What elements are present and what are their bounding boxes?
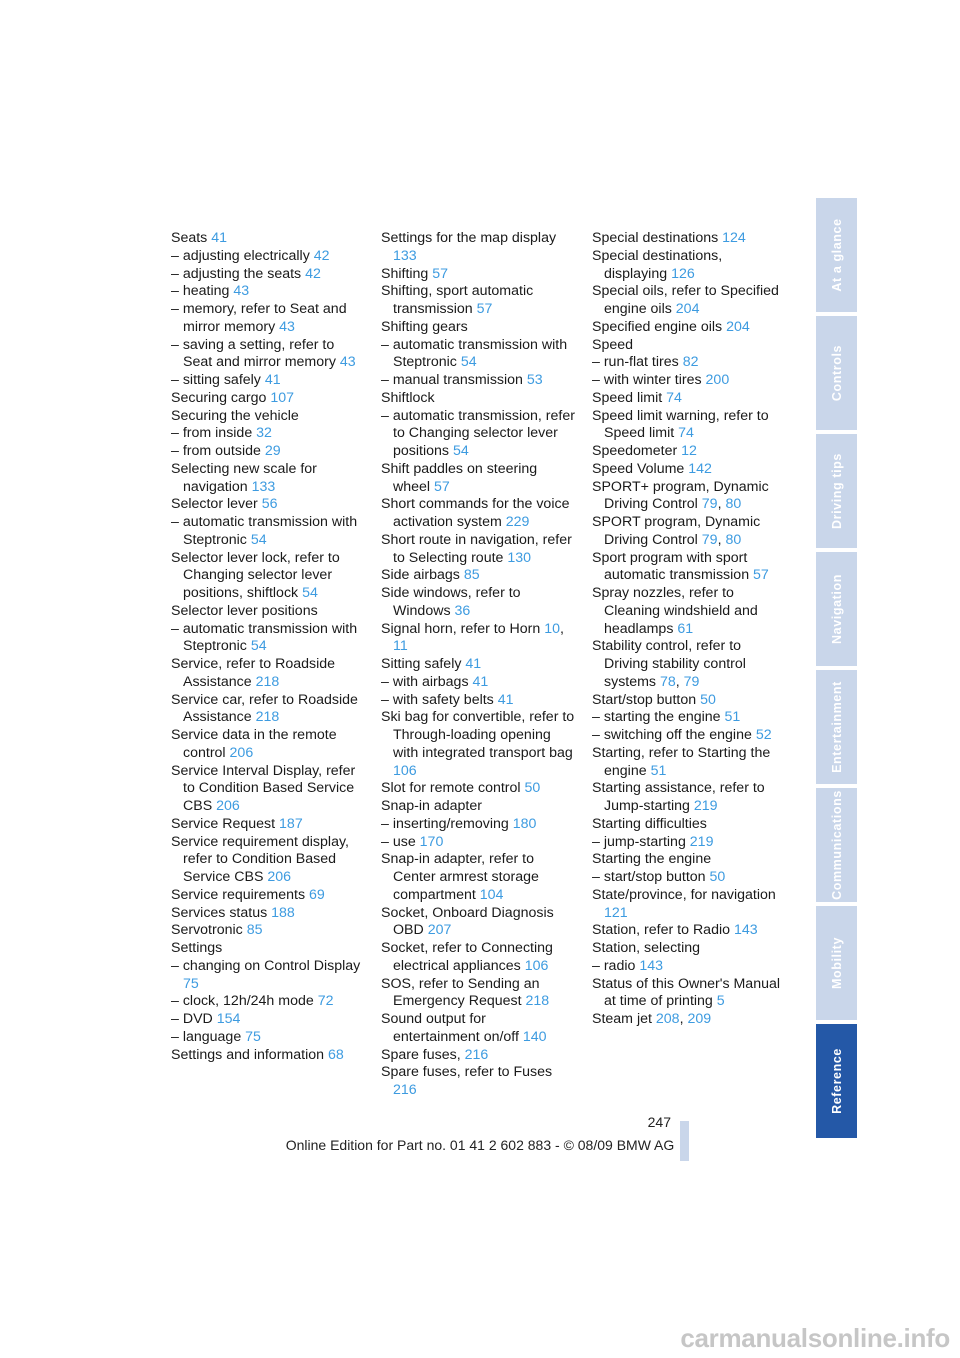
entry-text: Settings and information: [171, 1046, 325, 1063]
entry-text: Station, selecting: [592, 940, 701, 956]
index-entry: [381, 496, 576, 532]
tab-label: Entertainment: [829, 681, 844, 773]
entry-text: Snap-in adapter: [381, 798, 482, 814]
entry-text: – with safety belts: [381, 691, 494, 708]
index-entry: [381, 461, 576, 497]
index-entry: [381, 319, 576, 337]
index-entry: [592, 887, 787, 923]
index-entry: [171, 337, 366, 373]
index-entry: [592, 709, 787, 727]
entry-text: Short commands for the voice activation system: [381, 496, 570, 530]
entry-text: Speed: [592, 336, 634, 353]
index-entry: [381, 567, 576, 585]
index-entry: [171, 603, 366, 621]
index-entry: [381, 940, 576, 976]
entry-text: Socket, Onboard Diagnosis OBD: [381, 904, 554, 939]
index-entry: [171, 905, 366, 923]
index-entry: [171, 816, 366, 834]
index-entry: [381, 283, 576, 319]
entry-text: Securing the vehicle: [171, 407, 299, 424]
page-link[interactable]: 52: [755, 727, 772, 743]
entry-text: Speed limit: [592, 389, 663, 406]
page-link[interactable]: 54: [302, 585, 318, 601]
page-link[interactable]: 5: [716, 993, 725, 1010]
index-entry: [171, 408, 366, 426]
index-entry: [381, 621, 576, 657]
index-entry: [381, 780, 576, 798]
entry-text: Selecting new scale for navigation: [171, 460, 317, 495]
entry-text: – with winter tires: [592, 372, 702, 388]
page-link[interactable]: 218: [255, 709, 280, 726]
index-entry: [592, 727, 787, 745]
index-column-1: [171, 230, 366, 1064]
entry-text: Shifting, sport automatic transmission: [381, 283, 534, 317]
entry-text: Short route in navigation, refer to Selecting route: [381, 531, 572, 566]
index-entry: [592, 816, 787, 834]
page-link[interactable]: 68: [327, 1046, 344, 1063]
index-entry: [592, 834, 787, 852]
index-entry: [171, 993, 366, 1011]
page-link[interactable]: 188: [271, 904, 295, 921]
page-link[interactable]: 219: [689, 833, 714, 850]
index-entry: [171, 461, 366, 497]
page-link[interactable]: 54: [250, 531, 267, 548]
entry-text: – manual transmission: [381, 372, 523, 388]
entry-text: – language: [171, 1028, 242, 1045]
page-separator: ,: [717, 531, 722, 548]
page-link[interactable]: 79: [701, 496, 718, 513]
index-entry: [592, 940, 787, 958]
entry-text: – automatic transmission with Steptronic: [171, 620, 358, 655]
entry-text: – jump-starting: [592, 833, 686, 850]
entry-text: Securing cargo: [171, 389, 267, 406]
index-entry: [171, 1011, 366, 1029]
watermark: carmanualsonline.info: [680, 1323, 950, 1353]
page-link[interactable]: 42: [313, 247, 330, 264]
page-link[interactable]: 82: [682, 354, 699, 371]
page-link[interactable]: 133: [393, 247, 417, 264]
entry-text: – adjusting electrically: [171, 247, 310, 264]
entry-text: Speedometer: [592, 443, 678, 459]
entry-text: Service data in the remote control: [171, 727, 337, 761]
page-link[interactable]: 32: [256, 425, 272, 442]
tab-label: At a glance: [829, 218, 844, 292]
page-link[interactable]: 218: [525, 993, 550, 1010]
page-link[interactable]: 51: [650, 762, 667, 779]
page-link[interactable]: 204: [726, 318, 750, 335]
index-entry: [381, 408, 576, 461]
entry-text: – adjusting the seats: [171, 265, 302, 282]
entry-text: SPORT+ program, Dynamic Driving Control: [592, 478, 769, 513]
tab-label: Navigation: [829, 574, 844, 644]
entry-text: Selector lever: [171, 496, 258, 513]
entry-text: Spray nozzles, refer to Cleaning windshield and headlamps: [592, 585, 758, 637]
entry-text: – changing on Control Display: [171, 957, 361, 974]
index-entry: [171, 301, 366, 337]
page-link[interactable]: 78: [659, 673, 676, 690]
page-link[interactable]: 72: [317, 993, 334, 1010]
entry-text: Seats: [171, 230, 208, 246]
page-link[interactable]: 56: [261, 496, 278, 513]
page-link[interactable]: 200: [705, 372, 730, 388]
index-entry: [171, 550, 366, 603]
page-link[interactable]: 29: [264, 443, 281, 459]
index-entry: [171, 230, 366, 248]
index-entry: [381, 337, 576, 373]
entry-text: – start/stop button: [592, 869, 706, 885]
page-link[interactable]: 43: [233, 283, 250, 300]
index-entry: [592, 372, 787, 390]
tab-driving-tips[interactable]: [816, 434, 857, 552]
entry-text: Starting the engine: [592, 851, 712, 868]
entry-text: – automatic transmission with Steptronic: [381, 336, 568, 371]
entry-text: Service, refer to Roadside Assistance: [171, 656, 336, 690]
page-link[interactable]: 126: [671, 265, 695, 282]
index-entry: [171, 266, 366, 284]
page-link[interactable]: 74: [678, 425, 694, 442]
entry-text: Specified engine oils: [592, 318, 723, 335]
page-link[interactable]: 57: [476, 301, 493, 317]
index-entry: [171, 496, 366, 514]
page-link[interactable]: 54: [250, 638, 267, 655]
page-link[interactable]: 41: [472, 673, 489, 690]
index-entry: [381, 976, 576, 1012]
entry-text: Speed limit warning, refer to Speed limit: [592, 407, 769, 442]
entry-text: Ski bag for convertible, refer to Through-loading opening with integrated transport bag: [381, 709, 575, 761]
page-link[interactable]: 80: [725, 496, 742, 513]
page-link[interactable]: 143: [733, 922, 758, 939]
entry-text: Steam jet: [592, 1011, 652, 1027]
page-link[interactable]: 216: [464, 1046, 489, 1063]
page-link[interactable]: 216: [393, 1082, 417, 1098]
index-entry: [592, 408, 787, 444]
page-link[interactable]: 219: [693, 798, 718, 814]
entry-text: Side windows, refer to Windows: [381, 585, 521, 619]
entry-text: – from inside: [171, 425, 253, 442]
index-entry: [381, 1064, 576, 1100]
page-link[interactable]: 106: [393, 762, 417, 779]
page-link[interactable]: 42: [305, 265, 321, 282]
index-entry: [592, 585, 787, 638]
page-link[interactable]: 80: [725, 531, 742, 548]
index-entry: [171, 390, 366, 408]
tab-label: Driving tips: [829, 453, 844, 529]
entry-text: – radio: [592, 957, 636, 974]
index-entry: [592, 976, 787, 1012]
page-link[interactable]: 53: [526, 372, 543, 388]
index-entry: [171, 514, 366, 550]
index-entry: [381, 692, 576, 710]
entry-text: Spare fuses,: [381, 1046, 461, 1063]
tab-label: Controls: [829, 344, 844, 402]
entry-text: – memory, refer to Seat and mirror memory: [171, 301, 347, 335]
entry-text: Status of this Owner's Manual at time of printing: [592, 975, 781, 1010]
entry-text: Services status: [171, 904, 268, 921]
entry-text: Shift paddles on steering wheel: [381, 460, 538, 495]
page-link[interactable]: 41: [465, 656, 482, 672]
page-link[interactable]: 41: [264, 372, 281, 388]
entry-text: Spare fuses, refer to Fuses: [381, 1064, 553, 1081]
page-link[interactable]: 50: [700, 691, 716, 708]
entry-text: Shifting gears: [381, 318, 468, 335]
page-link[interactable]: 154: [216, 1011, 241, 1027]
entry-text: Special oils, refer to Specified engine oils: [592, 283, 779, 317]
index-entry: [171, 763, 366, 816]
entry-text: – from outside: [171, 443, 261, 459]
tab-entertainment[interactable]: [816, 670, 857, 788]
index-entry: [592, 780, 787, 816]
page-link[interactable]: 50: [524, 780, 541, 797]
footer-text: Online Edition for Part no. 01 41 2 602 883 - © 08/09 BMW AG: [285, 1137, 675, 1153]
page-link[interactable]: 107: [270, 389, 295, 406]
page-number: 247: [647, 1114, 671, 1130]
page-link[interactable]: 79: [683, 673, 700, 690]
entry-text: Slot for remote control: [381, 780, 521, 797]
index-entry: [381, 816, 576, 834]
index-entry: [381, 230, 576, 266]
page-link[interactable]: 11: [393, 638, 408, 655]
page-link[interactable]: 61: [677, 620, 694, 637]
index-entry: [592, 745, 787, 781]
page-link[interactable]: 43: [339, 354, 356, 371]
section-sidebar: [816, 198, 857, 1142]
index-entry: [381, 834, 576, 852]
index-entry: [171, 922, 366, 940]
page-separator: ,: [717, 496, 722, 513]
page-link[interactable]: 10: [544, 620, 561, 637]
page-link[interactable]: 106: [524, 957, 549, 974]
index-entry: [592, 638, 787, 691]
page-link[interactable]: 79: [701, 531, 718, 548]
entry-text: Start/stop button: [592, 691, 697, 708]
page-link[interactable]: 12: [681, 443, 697, 459]
page-link[interactable]: 218: [255, 673, 280, 690]
page-link[interactable]: 206: [216, 798, 240, 814]
entry-text: Sound output for entertainment on/off: [381, 1011, 519, 1045]
page-link[interactable]: 54: [452, 443, 469, 459]
page-link[interactable]: 133: [251, 478, 276, 495]
index-entry: [171, 692, 366, 728]
tab-reference[interactable]: [816, 1024, 857, 1142]
entry-text: Special destinations: [592, 230, 719, 246]
page-link[interactable]: 57: [753, 567, 769, 584]
entry-text: Selector lever lock, refer to Changing selector lever positions, shiftlock: [171, 549, 340, 601]
entry-text: SOS, refer to Sending an Emergency Request: [381, 975, 540, 1010]
entry-text: – use: [381, 833, 416, 850]
page-link[interactable]: 187: [279, 815, 303, 832]
index-entry: [592, 390, 787, 408]
entry-text: Starting assistance, refer to Jump-starting: [592, 780, 765, 814]
page-link[interactable]: 57: [434, 478, 450, 495]
page-link[interactable]: 130: [507, 549, 532, 566]
index-entry: [592, 922, 787, 940]
page-link[interactable]: 75: [245, 1028, 261, 1045]
entry-text: Stability control, refer to Driving stability control systems: [592, 638, 746, 690]
entry-text: Special destinations, displaying: [592, 247, 723, 282]
entry-text: – automatic transmission, refer to Changing selector lever positions: [381, 407, 575, 459]
entry-text: – heating: [171, 283, 230, 300]
index-entry: [381, 585, 576, 621]
entry-text: – saving a setting, refer to Seat and mirror memory: [171, 336, 336, 371]
entry-text: Signal horn, refer to Horn: [381, 620, 541, 637]
page-link[interactable]: 124: [722, 230, 746, 246]
index-entry: [381, 798, 576, 816]
entry-text: Starting, refer to Starting the engine: [592, 744, 771, 779]
page-link[interactable]: 74: [666, 389, 682, 406]
entry-text: Side airbags: [381, 567, 460, 584]
index-entry: [592, 479, 787, 515]
entry-text: Selector lever positions: [171, 602, 318, 619]
index-entry: [381, 674, 576, 692]
index-entry: [171, 834, 366, 887]
page-link[interactable]: 142: [688, 460, 712, 477]
page-link[interactable]: 208: [655, 1011, 680, 1027]
index-entry: [171, 727, 366, 763]
entry-text: Service Request: [171, 815, 276, 832]
index-entry: [592, 461, 787, 479]
page-link[interactable]: 104: [479, 886, 504, 903]
index-entry: [171, 283, 366, 301]
page-link[interactable]: 41: [497, 691, 514, 708]
index-entry: [171, 958, 366, 994]
page-link[interactable]: 85: [246, 922, 263, 939]
entry-text: State/province, for navigation: [592, 886, 776, 903]
entry-text: Shiftlock: [381, 389, 435, 406]
page-link[interactable]: 170: [419, 833, 444, 850]
index-entry: [381, 1011, 576, 1047]
page-link[interactable]: 207: [427, 922, 452, 939]
page-link[interactable]: 36: [454, 602, 471, 619]
tab-navigation[interactable]: [816, 552, 857, 670]
index-entry: [171, 1029, 366, 1047]
entry-text: Settings for the map display: [381, 230, 557, 246]
page-link[interactable]: 50: [709, 869, 726, 885]
page-link[interactable]: 69: [309, 886, 325, 903]
index-entry: [171, 656, 366, 692]
entry-text: – inserting/removing: [381, 815, 509, 832]
page-link[interactable]: 54: [460, 354, 477, 371]
page-link[interactable]: 41: [211, 230, 228, 246]
entry-text: Starting difficulties: [592, 815, 707, 832]
index-entry: [171, 372, 366, 390]
page-link[interactable]: 43: [279, 318, 295, 335]
tab-communications[interactable]: [816, 788, 857, 906]
index-entry: [171, 887, 366, 905]
index-entry: [592, 283, 787, 319]
index-entry: [592, 958, 787, 976]
tab-mobility[interactable]: [816, 906, 857, 1024]
entry-text: Servotronic: [171, 922, 243, 939]
entry-text: Service requirement display, refer to Condition Based Service CBS: [171, 833, 349, 885]
entry-text: – with airbags: [381, 673, 469, 690]
entry-text: Sport program with sport automatic transmission: [592, 549, 750, 584]
page-separator: ,: [675, 673, 680, 690]
index-entry: [381, 266, 576, 284]
index-entry: [592, 248, 787, 284]
tab-label: Communications: [829, 790, 844, 900]
entry-text: Sitting safely: [381, 656, 462, 672]
index-entry: [381, 372, 576, 390]
page-link[interactable]: 57: [432, 265, 449, 282]
index-entry: [592, 319, 787, 337]
entry-text: Settings: [171, 940, 223, 956]
entry-text: – switching off the engine: [592, 727, 752, 743]
index-column-3: [592, 230, 787, 1029]
index-entry: [592, 514, 787, 550]
index-entry: [381, 851, 576, 904]
index-entry: [381, 390, 576, 408]
page-link[interactable]: 206: [229, 744, 254, 761]
entry-text: Speed Volume: [592, 460, 685, 477]
entry-text: Service car, refer to Roadside Assistance: [171, 691, 358, 726]
tab-controls[interactable]: [816, 316, 857, 434]
index-entry: [381, 709, 576, 780]
index-entry: [171, 1047, 366, 1065]
entry-text: Socket, refer to Connecting electrical appliances: [381, 940, 553, 974]
page-link[interactable]: 75: [183, 975, 199, 992]
entry-text: – starting the engine: [592, 709, 721, 726]
index-entry: [171, 425, 366, 443]
index-entry: [592, 443, 787, 461]
index-entry: [171, 621, 366, 657]
index-entry: [592, 851, 787, 869]
index-entry: [592, 230, 787, 248]
index-column-2: [381, 230, 576, 1100]
index-entry: [171, 248, 366, 266]
index-entry: [592, 354, 787, 372]
index-entry: [381, 905, 576, 941]
page-link[interactable]: 121: [604, 904, 628, 921]
page-link[interactable]: 140: [522, 1028, 547, 1045]
entry-text: – clock, 12h/24h mode: [171, 993, 314, 1010]
tab-label: Mobility: [829, 936, 844, 990]
entry-text: Service requirements: [171, 886, 306, 903]
index-entry: [171, 940, 366, 958]
entry-text: Shifting: [381, 265, 429, 282]
page-link[interactable]: 85: [463, 567, 480, 584]
page-separator: ,: [560, 620, 564, 637]
page-link[interactable]: 206: [267, 869, 292, 885]
index-entry: [381, 532, 576, 568]
index-entry: [592, 692, 787, 710]
entry-text: SPORT program, Dynamic Driving Control: [592, 514, 761, 548]
page-link[interactable]: 180: [512, 815, 537, 832]
index-entry: [592, 1011, 787, 1029]
index-entry: [381, 656, 576, 674]
page-link[interactable]: 143: [639, 957, 664, 974]
entry-text: – run-flat tires: [592, 354, 679, 371]
index-entry: [381, 1047, 576, 1065]
page-link[interactable]: 229: [505, 514, 530, 530]
entry-text: Station, refer to Radio: [592, 922, 731, 939]
index-entry: [171, 443, 366, 461]
entry-text: – sitting safely: [171, 372, 261, 388]
entry-text: Service Interval Display, refer to Condition Based Service CBS: [171, 762, 356, 814]
index-entry: [592, 337, 787, 355]
index-entry: [592, 869, 787, 887]
entry-text: Snap-in adapter, refer to Center armrest storage compartment: [381, 851, 539, 903]
entry-text: – DVD: [171, 1011, 213, 1027]
page-link[interactable]: 204: [675, 301, 700, 317]
entry-text: – automatic transmission with Steptronic: [171, 514, 358, 548]
page-link[interactable]: 209: [687, 1011, 712, 1027]
page-link[interactable]: 51: [724, 709, 741, 726]
tab-at-a-glance[interactable]: [816, 198, 857, 316]
index-entry: [592, 550, 787, 586]
tab-label: Reference: [829, 1048, 844, 1114]
page-separator: ,: [679, 1011, 684, 1027]
